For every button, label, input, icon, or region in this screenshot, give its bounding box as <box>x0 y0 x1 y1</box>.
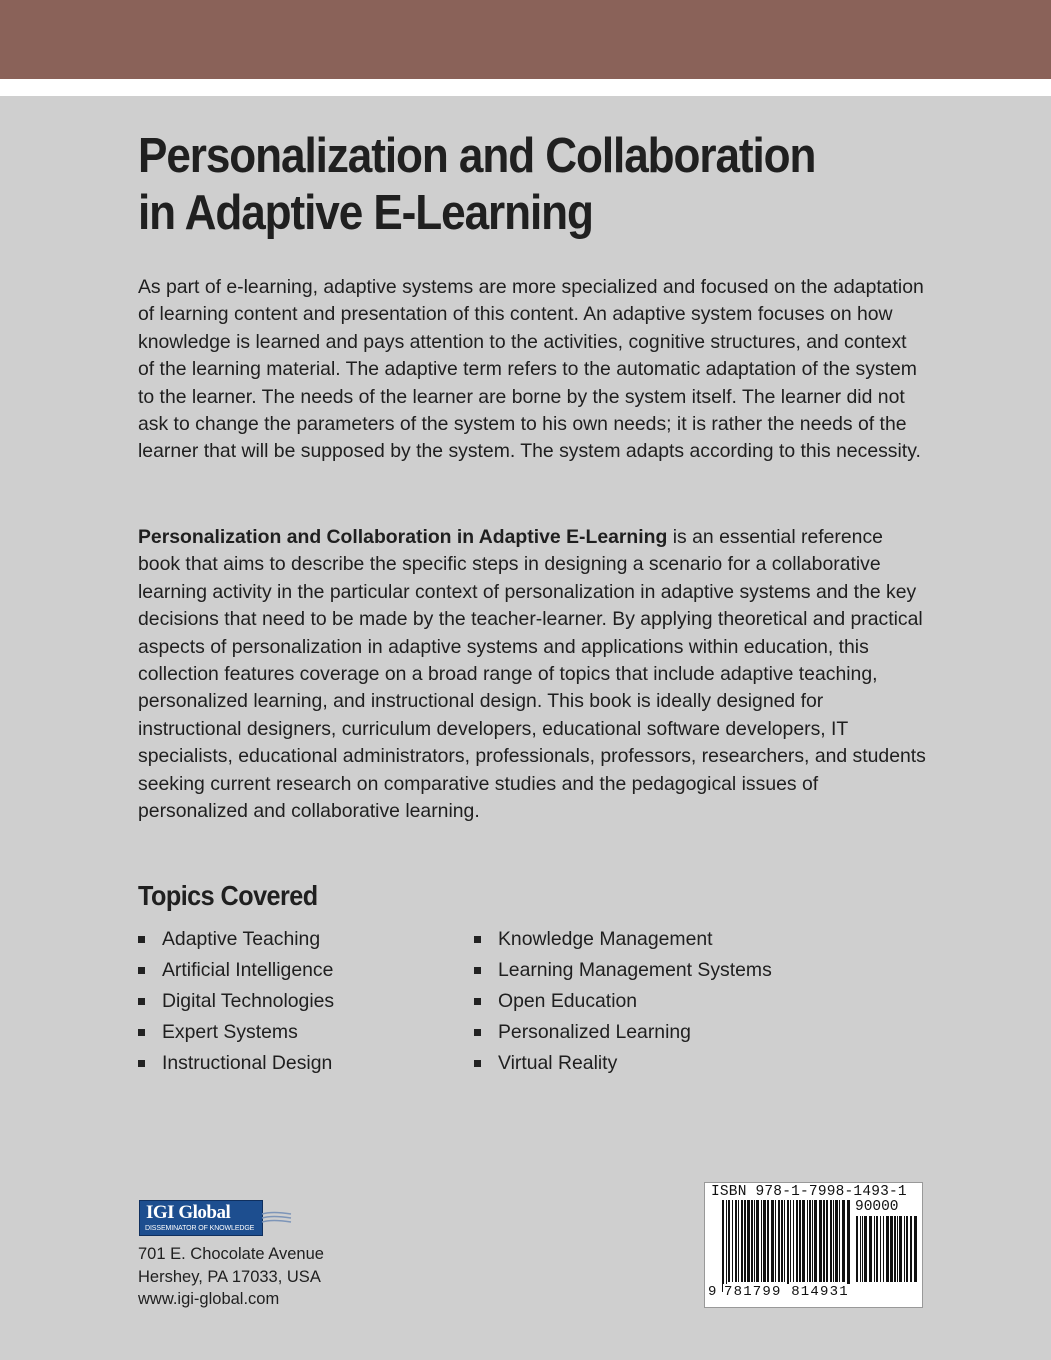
topic-item <box>474 1048 772 1079</box>
topic-label: Learning Management Systems <box>498 959 772 981</box>
barcode-bar <box>886 1216 889 1282</box>
barcode-bar <box>722 1200 724 1292</box>
publisher-website[interactable]: www.igi-global.com <box>138 1290 280 1308</box>
topic-item <box>474 924 772 955</box>
description-book-title-bold: Personalization and Collaboration in Adaptive E-Learning <box>138 526 668 548</box>
barcode-bar <box>897 1216 898 1282</box>
barcode-bar <box>751 1200 753 1282</box>
bullet-square-icon <box>138 936 145 943</box>
barcode-bar <box>835 1200 838 1282</box>
publisher-address <box>138 1243 324 1311</box>
book-title-line2: in Adaptive E-Learning <box>138 186 593 240</box>
barcode-bar <box>744 1200 746 1282</box>
publisher-logo-swoosh-icon <box>262 1205 292 1231</box>
barcode-bar <box>741 1200 743 1282</box>
isbn-number: ISBN 978-1-7998-1493-1 <box>711 1184 907 1200</box>
publisher-logo <box>139 1200 263 1236</box>
barcode-bar <box>802 1200 805 1282</box>
bullet-square-icon <box>138 1029 145 1036</box>
barcode-bar <box>726 1200 727 1292</box>
barcode-bar <box>883 1216 884 1282</box>
topic-item <box>138 986 334 1017</box>
topic-item <box>138 955 334 986</box>
topic-label: Instructional Design <box>162 1052 333 1074</box>
barcode-bar <box>763 1200 766 1282</box>
barcode-bar <box>761 1200 762 1282</box>
barcode-bar <box>856 1216 858 1282</box>
barcode-bar <box>747 1200 750 1282</box>
bullet-square-icon <box>138 967 145 974</box>
address-city: Hershey, PA 17033, USA <box>138 1267 321 1286</box>
barcode-bar <box>890 1216 893 1282</box>
bullet-square-icon <box>474 1060 481 1067</box>
barcode-bar <box>833 1200 834 1282</box>
barcode-bar <box>864 1216 867 1282</box>
barcode-bar <box>732 1200 733 1282</box>
barcode-bar <box>862 1216 863 1282</box>
bullet-square-icon <box>138 1060 145 1067</box>
top-color-band <box>0 0 1051 79</box>
description-paragraph-2-text: is an essential reference book that aims to describe the specific steps in designing a scenario for a collaborative learning activity in the particular context of personalization in adaptive systems and the key decisions that need to be made by the teacher-learner. By applying theoretical and practical aspects of personalization in adaptive systems and applications within education, this collection features coverage on a broad range of topics that include adaptive teaching, personalized learning, and instructional design. This book is ideally designed for instructional designers, curriculum developers, educational software developers, IT specialists, educational administrators, professionals, professors, researchers, and students seeking current research on comparative studies and the pedagogical issues of personalized and collaborative learning. <box>138 526 926 823</box>
topic-item <box>474 955 772 986</box>
barcode-bar <box>839 1200 840 1282</box>
barcode-bar <box>874 1216 875 1282</box>
topic-item <box>138 1017 334 1048</box>
topic-label: Virtual Reality <box>498 1052 618 1074</box>
topic-label: Open Education <box>498 990 638 1012</box>
barcode-bar <box>842 1200 845 1282</box>
topic-label: Digital Technologies <box>162 990 335 1012</box>
barcode-bar <box>826 1200 828 1282</box>
barcode-bar <box>869 1216 872 1282</box>
barcode-bar <box>904 1216 905 1282</box>
barcode-bar <box>876 1216 878 1282</box>
book-title <box>138 128 912 242</box>
publisher-logo-name: IGI Global <box>146 1202 231 1223</box>
bullet-square-icon <box>474 998 481 1005</box>
description-paragraph-1: As part of e-learning, adaptive systems are more specialized and focused on the adaptation of learning content and presentation of this content. An adaptive system focuses on how knowledge is learned and pays attention to the activities, cognitive structures, and context of the learning material. The adaptive term refers to the automatic adaptation of the system to the learner. The needs of the learner are borne by the system itself. The learner did not ask to change the parameters of the system to his own needs; it is rather the needs of the learner that will be supposed by the system. The system adapts according to this necessity. <box>138 276 924 463</box>
barcode-bar <box>807 1200 808 1282</box>
address-street: 701 E. Chocolate Avenue <box>138 1245 324 1263</box>
barcode-bar <box>880 1216 881 1282</box>
barcode-bar <box>830 1200 832 1282</box>
barcode-bar <box>823 1200 825 1282</box>
topics-list-right <box>474 924 772 1079</box>
topic-item <box>474 986 772 1017</box>
barcode-bar <box>910 1216 912 1282</box>
barcode-bar <box>767 1200 769 1282</box>
barcode-bar <box>790 1200 791 1282</box>
white-divider-strip <box>0 79 1051 96</box>
ean-digits: 781799 814931 <box>724 1284 849 1300</box>
barcode-bar <box>847 1200 850 1292</box>
topic-item <box>138 924 334 955</box>
book-title-line1: Personalization and Collaboration <box>138 129 816 183</box>
barcode-bar <box>728 1200 730 1282</box>
price-code: 90000 <box>855 1199 899 1215</box>
topic-label: Expert Systems <box>162 1021 298 1043</box>
barcode-bar <box>899 1216 902 1282</box>
barcode-bar <box>914 1216 917 1282</box>
barcode-bar <box>796 1200 798 1282</box>
publisher-logo-tagline: DISSEMINATOR OF KNOWLEDGE <box>145 1225 255 1232</box>
barcode-bar <box>754 1200 755 1282</box>
description-paragraph-2 <box>138 524 928 825</box>
ean-first-digit: 9 <box>708 1284 717 1300</box>
barcode-bar <box>771 1200 774 1282</box>
barcode-bar <box>799 1200 801 1282</box>
barcode-bar <box>775 1200 776 1282</box>
topics-heading: Topics Covered <box>138 880 318 911</box>
topics-list-left <box>138 924 334 1079</box>
barcode-bar <box>756 1200 759 1282</box>
barcode-bar <box>781 1200 783 1282</box>
topic-label: Adaptive Teaching <box>162 928 321 950</box>
barcode-bar <box>894 1216 896 1282</box>
bullet-square-icon <box>138 998 145 1005</box>
topic-label: Artificial Intelligence <box>162 959 334 981</box>
price-barcode-bars <box>855 1216 919 1292</box>
barcode-bar <box>735 1200 737 1282</box>
topic-item <box>474 1017 772 1048</box>
barcode-bar <box>814 1200 817 1282</box>
barcode-bar <box>778 1200 780 1282</box>
bullet-square-icon <box>474 1029 481 1036</box>
topic-label: Knowledge Management <box>498 928 713 950</box>
barcode-bar <box>738 1200 739 1282</box>
bullet-square-icon <box>474 967 481 974</box>
topic-item <box>138 1048 334 1079</box>
barcode-bar <box>787 1200 789 1292</box>
isbn-barcode <box>704 1182 923 1308</box>
barcode-bar <box>793 1200 794 1282</box>
ean-barcode-bars <box>721 1200 851 1292</box>
barcode-bar <box>906 1216 908 1282</box>
barcode-bar <box>819 1200 822 1282</box>
barcode-bar <box>809 1200 811 1282</box>
topic-label: Personalized Learning <box>498 1021 691 1043</box>
bullet-square-icon <box>474 936 481 943</box>
barcode-bar <box>860 1216 861 1282</box>
barcode-bar <box>812 1200 813 1282</box>
barcode-bar <box>784 1200 785 1282</box>
